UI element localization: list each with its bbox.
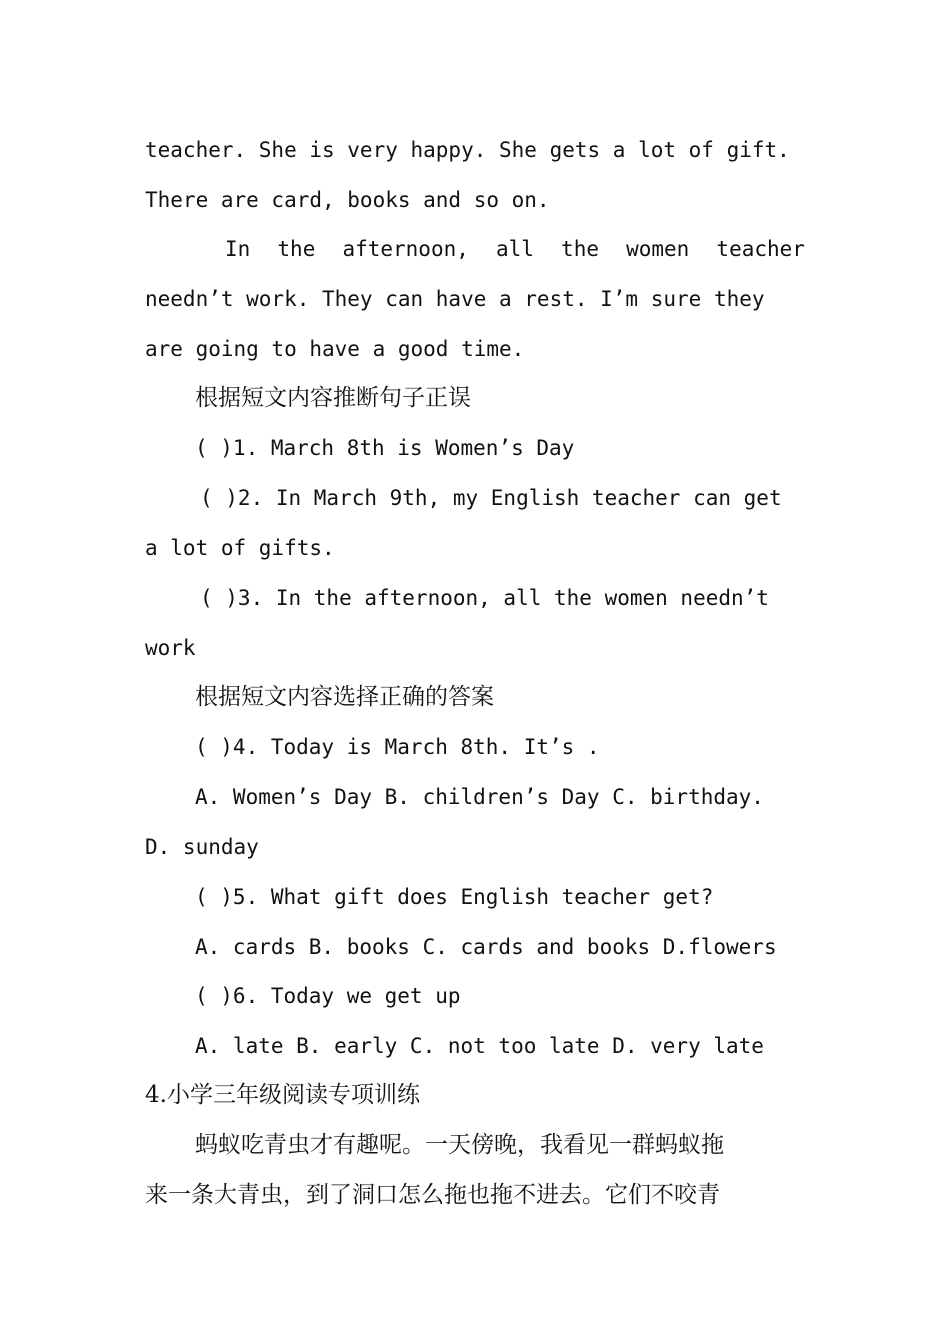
question-4-options-line-1: A. Women’s Day B. children’s Day C. birthday.: [195, 785, 764, 809]
passage-line-2: There are card, books and so on.: [145, 188, 550, 212]
passage-word: the: [277, 237, 316, 261]
question-2-line-1: ( )2. In March 9th, my English teacher can get: [200, 486, 782, 510]
passage-word: all: [496, 237, 534, 261]
passage-word: women: [626, 237, 690, 261]
section-4-line-1: 蚂蚁吃青虫才有趣呢。一天傍晚，我看见一群蚂蚁拖: [195, 1132, 724, 1158]
passage-line-4: needn’t work. They can have a rest. I’m sure they: [145, 287, 765, 311]
question-3-line-1: ( )3. In the afternoon, all the women needn’t: [200, 586, 769, 610]
passage-line-1: teacher. She is very happy. She gets a lot of gift.: [145, 138, 790, 162]
question-2-line-2: a lot of gifts.: [145, 536, 335, 560]
passage-line-5: are going to have a good time.: [145, 337, 525, 361]
passage-word: In: [225, 237, 251, 261]
passage-word: the: [561, 237, 599, 261]
question-3-line-2: work: [145, 636, 196, 660]
passage-word: teacher: [716, 237, 805, 261]
section-4-title: 4.小学三年级阅读专项训练: [145, 1082, 420, 1108]
passage-line-3: [225, 232, 805, 266]
question-6: ( )6. Today we get up: [195, 984, 461, 1008]
true-false-heading: 根据短文内容推断句子正误: [195, 385, 471, 411]
choice-heading: 根据短文内容选择正确的答案: [195, 684, 494, 710]
passage-word: afternoon,: [342, 237, 469, 261]
question-5: ( )5. What gift does English teacher get?: [195, 885, 714, 909]
question-4-options-line-2: D. sunday: [145, 835, 259, 859]
question-5-options: A. cards B. books C. cards and books D.flowers: [195, 935, 777, 959]
question-6-options: A. late B. early C. not too late D. very late: [195, 1034, 764, 1058]
section-4-line-2: 来一条大青虫，到了洞口怎么拖也拖不进去。它们不咬青: [145, 1182, 720, 1208]
question-1: ( )1. March 8th is Women’s Day: [195, 436, 575, 460]
question-4: ( )4. Today is March 8th. It’s .: [195, 735, 600, 759]
